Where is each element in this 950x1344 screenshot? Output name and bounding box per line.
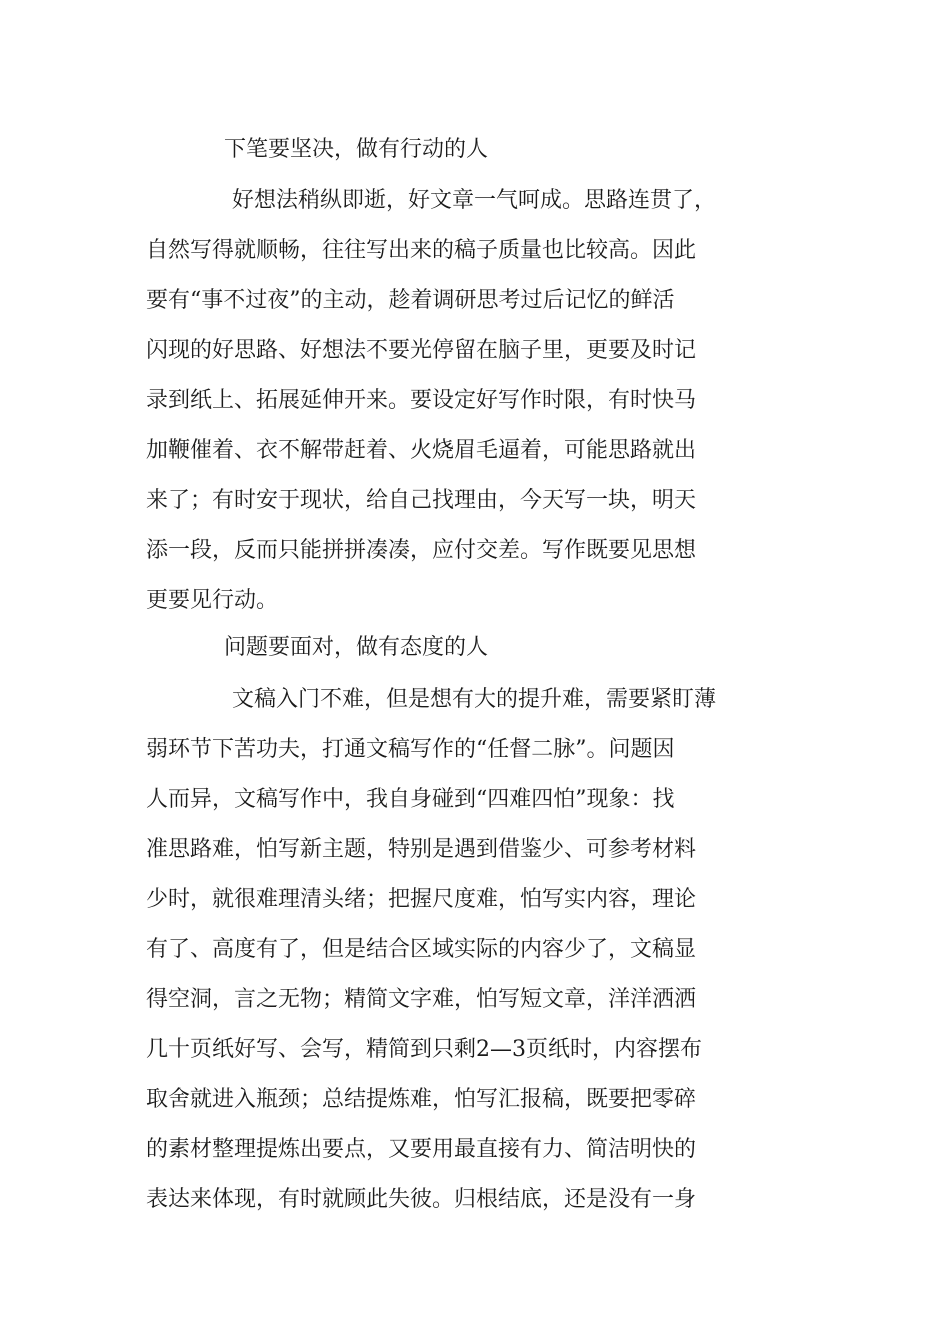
paragraph-line: 得空洞，言之无物；精简文字难，怕写短文章，洋洋洒洒 — [146, 987, 697, 1012]
paragraph-line: 添一段，反而只能拼拼凑凑，应付交差。写作既要见思想 — [146, 538, 697, 563]
paragraph-line: 录到纸上、拓展延伸开来。要设定好写作时限，有时快马 — [146, 388, 697, 413]
paragraph-line: 闪现的好思路、好想法不要光停留在脑子里，更要及时记 — [146, 338, 697, 363]
paragraph-line: 表达来体现，有时就顾此失彼。归根结底，还是没有一身 — [146, 1187, 697, 1212]
paragraph-line: 加鞭催着、衣不解带赶着、火烧眉毛逼着，可能思路就出 — [146, 438, 697, 463]
paragraph-line: 好想法稍纵即逝，好文章一气呵成。思路连贯了， — [232, 188, 717, 213]
paragraph-line: 弱环节下苦功夫，打通文稿写作的“任督二脉”。问题因 — [146, 737, 675, 762]
section-heading: 问题要面对，做有态度的人 — [224, 635, 489, 660]
paragraph-line: 的素材整理提炼出要点，又要用最直接有力、简洁明快的 — [146, 1137, 697, 1162]
paragraph-line: 几十页纸好写、会写，精简到只剩2—3页纸时，内容摆布 — [146, 1037, 702, 1062]
paragraph-line: 要有“事不过夜”的主动，趁着调研思考过后记忆的鲜活 — [146, 288, 675, 313]
paragraph-line: 取舍就进入瓶颈；总结提炼难，怕写汇报稿，既要把零碎 — [146, 1087, 697, 1112]
paragraph-line: 更要见行动。 — [146, 588, 279, 613]
paragraph-line: 人而异，文稿写作中，我自身碰到“四难四怕”现象：找 — [146, 787, 675, 812]
paragraph-line: 来了；有时安于现状，给自己找理由，今天写一块，明天 — [146, 488, 697, 513]
paragraph-line: 有了、高度有了，但是结合区域实际的内容少了，文稿显 — [146, 937, 697, 962]
paragraph-line: 准思路难，怕写新主题，特别是遇到借鉴少、可参考材料 — [146, 837, 697, 862]
paragraph-line: 自然写得就顺畅，往往写出来的稿子质量也比较高。因此 — [146, 238, 697, 263]
paragraph-line: 少时，就很难理清头绪；把握尺度难，怕写实内容，理论 — [146, 887, 697, 912]
paragraph-line: 文稿入门不难，但是想有大的提升难，需要紧盯薄 — [232, 687, 717, 712]
section-heading: 下笔要坚决，做有行动的人 — [224, 137, 489, 162]
